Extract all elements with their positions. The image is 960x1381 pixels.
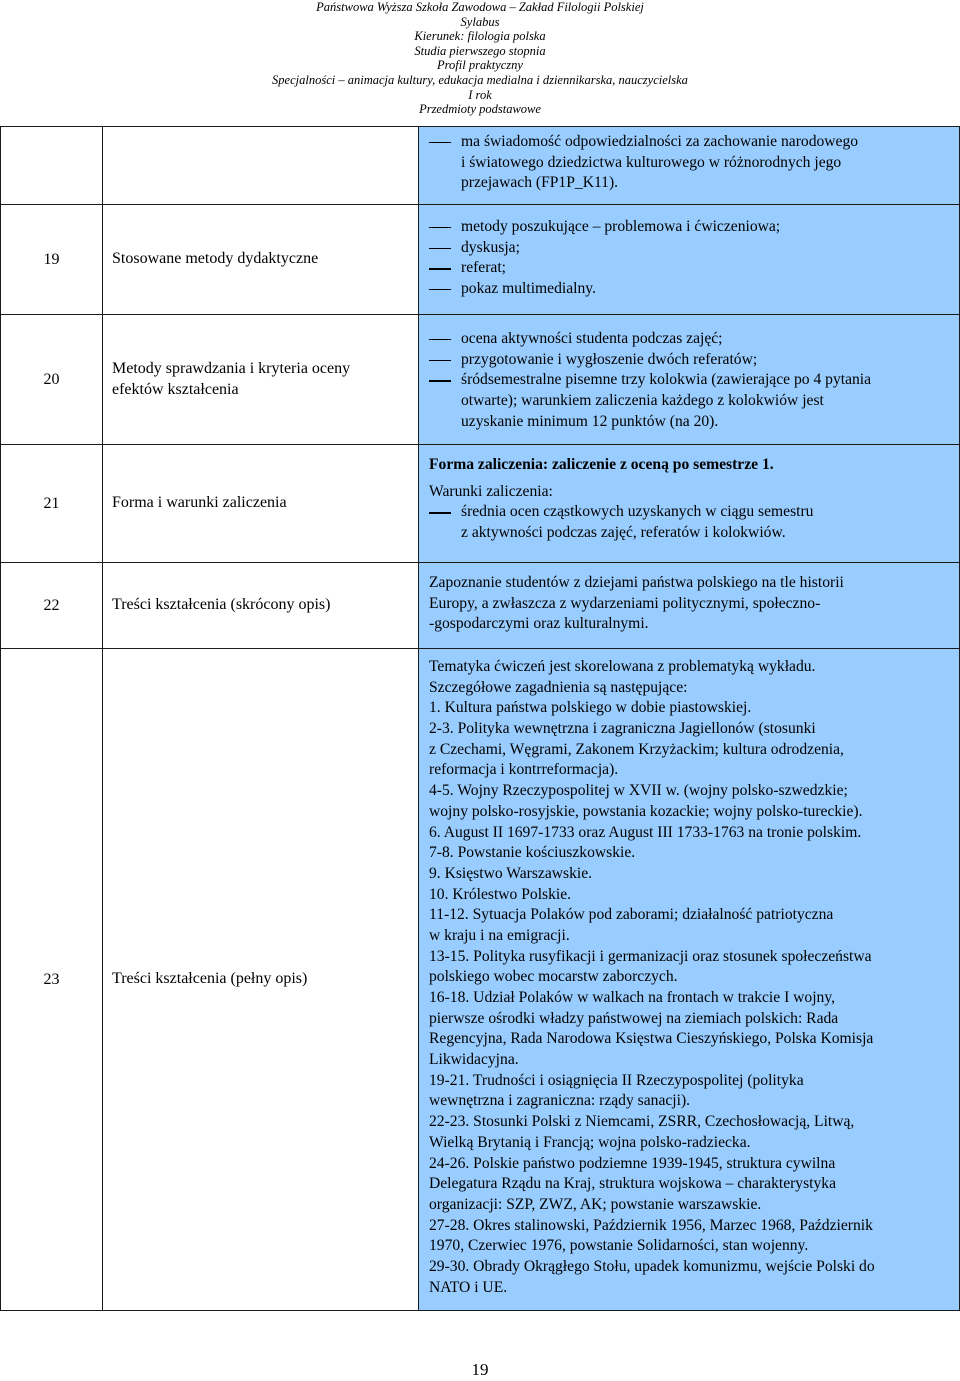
document-header <box>0 0 960 117</box>
content-line: 16-18. Udział Polaków w walkach na frontach w trakcie I wojny, <box>429 989 836 1006</box>
header-line: Kierunek: filologia polska <box>414 29 546 44</box>
dash-bullet-item: dyskusja; <box>429 238 959 259</box>
row-number: 21 <box>43 494 60 512</box>
row-number: 23 <box>43 970 60 988</box>
criterion-content-cell <box>418 126 960 205</box>
row-number-cell <box>0 444 103 563</box>
content-line: Warunki zaliczenia: <box>429 482 553 500</box>
criterion-label-cell <box>102 648 419 1311</box>
dash-bullet-item: przygotowanie i wygłoszenie dwóch referatów; <box>429 350 959 371</box>
criterion-content-cell <box>418 648 960 1311</box>
content-line: uzyskanie minimum 12 punktów (na 20). <box>461 412 719 430</box>
content-line: w kraju i na emigracji. <box>429 926 570 944</box>
content-line: wojny polsko-rosyjskie, powstania kozackie; wojny polsko-tureckie). <box>429 802 863 820</box>
row-number-cell <box>0 126 103 205</box>
content-line: 24-26. Polskie państwo podziemne 1939-1945, struktura cywilna <box>429 1154 836 1172</box>
content-line: przejawach (FP1P_K11). <box>461 174 619 192</box>
criterion-label: efektów kształcenia <box>112 380 239 398</box>
criterion-content-cell <box>418 314 960 445</box>
content-line: i światowego dziedzictwa kulturowego w różnorodnych jego <box>461 153 842 171</box>
row-number-cell <box>0 204 103 315</box>
row-number-cell <box>0 562 103 649</box>
content-line: polskiego wobec mocarstw zaborczych. <box>429 968 678 986</box>
dash-bullet-item: referat; <box>429 258 959 279</box>
content-line: Wielką Brytanią i Francją; wojna polsko-radziecka. <box>429 1133 751 1151</box>
criterion-content-cell <box>418 562 960 649</box>
content-line: Europy, a zwłaszcza z wydarzeniami politycznymi, społeczno- <box>429 594 821 612</box>
content-line: 11-12. Sytuacja Polaków pod zaborami; działalność patriotyczna <box>429 906 834 924</box>
criterion-label: Stosowane metody dydaktyczne <box>112 250 319 268</box>
row-number: 19 <box>43 250 60 268</box>
content-line: Delegatura Rządu na Kraj, struktura wojskowa – charakterystyka <box>429 1175 837 1193</box>
header-line: I rok <box>468 87 492 102</box>
header-line: Przedmioty podstawowe <box>419 102 541 117</box>
content-line: 7-8. Powstanie kościuszkowskie. <box>429 844 636 862</box>
content-line: 6. August II 1697-1733 oraz August III 1733-1763 na tronie polskim. <box>429 823 862 841</box>
content-line: 19-21. Trudności i osiągnięcia II Rzeczypospolitej (polityka <box>429 1071 804 1089</box>
criterion-label-cell <box>102 314 419 445</box>
header-line: Specjalności – animacja kultury, edukacja medialna i dziennikarska, nauczycielska <box>272 72 688 87</box>
header-line: Sylabus <box>460 14 500 29</box>
header-line: Profil praktyczny <box>437 58 523 73</box>
dash-bullet-item: pokaz multimedialny. <box>429 279 959 300</box>
criterion-label: Treści kształcenia (pełny opis) <box>112 970 308 988</box>
page-number: 19 <box>471 1360 489 1379</box>
content-line: 27-28. Okres stalinowski, Październik 1956, Marzec 1968, Październik <box>429 1216 873 1234</box>
criterion-label-cell <box>102 204 419 315</box>
dash-bullet-item: ocena aktywności studenta podczas zajęć; <box>429 329 959 350</box>
criterion-content-cell <box>418 444 960 563</box>
content-line: Zapoznanie studentów z dziejami państwa polskiego na tle historii <box>429 574 844 591</box>
criterion-label-cell <box>102 444 419 563</box>
criterion-label-cell <box>102 562 419 649</box>
content-line: pierwsze ośrodki władzy państwowej na ziemiach polskich: Rada <box>429 1009 839 1027</box>
content-line: z aktywności podczas zajęć, referatów i kolokwiów. <box>461 524 786 542</box>
dash-bullet-item: średnia ocen cząstkowych uzyskanych w ciągu semestru <box>429 502 959 523</box>
row-number-cell <box>0 648 103 1311</box>
row-number: 22 <box>43 596 60 614</box>
content-line: Likwidacyjna. <box>429 1051 519 1069</box>
content-line: Szczegółowe zagadnienia są następujące: <box>429 678 688 696</box>
content-line: 2-3. Polityka wewnętrzna i zagraniczna Jagiellonów (stosunki <box>429 720 816 738</box>
header-line: Studia pierwszego stopnia <box>414 43 546 58</box>
content-line: organizacji: SZP, ZWZ, AK; powstanie warszawskie. <box>429 1195 762 1213</box>
content-line: reformacja i kontrreformacja). <box>429 761 619 779</box>
row-number-cell <box>0 314 103 445</box>
content-line: z Czechami, Węgrami, Zakonem Krzyżackim; kultura odrodzenia, <box>429 740 844 758</box>
criterion-label: Forma i warunki zaliczenia <box>112 494 287 512</box>
criterion-content-cell <box>418 204 960 315</box>
content-line: 13-15. Polityka rusyfikacji i germanizacji oraz stosunek społeczeństwa <box>429 947 872 965</box>
content-line: 1. Kultura państwa polskiego w dobie piastowskiej. <box>429 699 752 717</box>
criterion-label-cell <box>102 126 419 205</box>
dash-bullet-item: metody poszukujące – problemowa i ćwiczeniowa; <box>429 217 959 238</box>
dash-bullet-item: ma świadomość odpowiedzialności za zachowanie narodowego <box>429 132 959 153</box>
content-line: -gospodarczymi oraz kulturalnymi. <box>429 615 649 633</box>
content-line: 9. Księstwo Warszawskie. <box>429 864 593 882</box>
content-line: 22-23. Stosunki Polski z Niemcami, ZSRR, Czechosłowacją, Litwą, <box>429 1113 855 1131</box>
content-line: 1970, Czerwiec 1976, powstanie Solidarności, stan wojenny. <box>429 1237 809 1255</box>
dash-bullet-item: śródsemestralne pisemne trzy kolokwia (zawierające po 4 pytania <box>429 370 959 391</box>
header-line: Państwowa Wyższa Szkoła Zawodowa – Zakład Filologii Polskiej <box>316 0 644 14</box>
content-line: 4-5. Wojny Rzeczypospolitej w XVII w. (wojny polsko-szwedzkie; <box>429 782 848 800</box>
criterion-label: Metody sprawdzania i kryteria oceny <box>112 359 351 377</box>
content-line: 10. Królestwo Polskie. <box>429 885 572 903</box>
content-line: wewnętrzna i zagraniczna: rządy sanacji). <box>429 1092 691 1110</box>
content-line: Tematyka ćwiczeń jest skorelowana z problematyką wykładu. <box>429 658 816 675</box>
content-line: Regencyjna, Rada Narodowa Księstwa Cieszyńskiego, Polska Komisja <box>429 1030 874 1048</box>
content-line: 29-30. Obrady Okrągłego Stołu, upadek komunizmu, wejście Polski do <box>429 1257 875 1275</box>
criterion-label: Treści kształcenia (skrócony opis) <box>112 596 331 614</box>
content-line: Forma zaliczenia: zaliczenie z oceną po semestrze 1. <box>429 456 774 473</box>
content-line: NATO i UE. <box>429 1278 508 1296</box>
row-number: 20 <box>43 370 60 388</box>
content-line: otwarte); warunkiem zaliczenia każdego z kolokwiów jest <box>461 392 824 410</box>
